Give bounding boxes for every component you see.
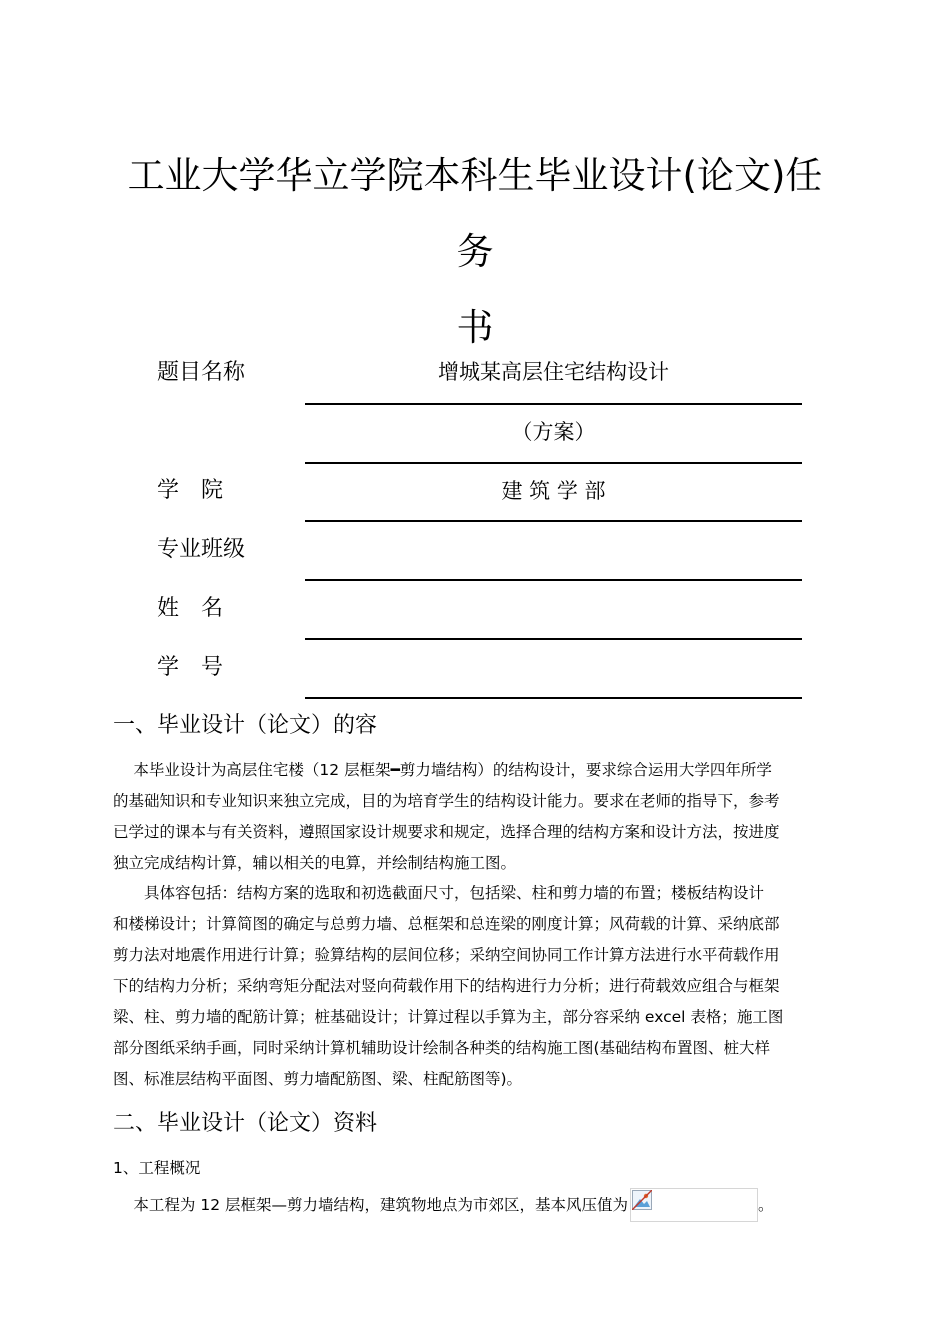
text-line: 的基础知识和专业知识来独立完成，目的为培育学生的结构设计能力。要求在老师的指导下，参考	[113, 792, 780, 810]
text-line: 部分图纸采纳手画，同时采纳计算机辅助设计绘制各种类的结构施工图(基础结构布置图、桩大样	[113, 1039, 771, 1057]
topic-sub-value: （方案）	[511, 420, 596, 444]
topic-underline	[305, 403, 802, 405]
student-id-label: 学 号	[157, 655, 224, 680]
section2-subheading: 1、工程概况	[113, 1159, 201, 1177]
text-line: 下的结构力分析；采纳弯矩分配法对竖向荷载作用下的结构进行力分析；进行荷载效应组合与框架	[113, 977, 780, 995]
college-value: 建 筑 学 部	[501, 479, 606, 503]
text-line: 独立完成结构计算，辅以相关的电算，并绘制结构施工图。	[113, 854, 517, 872]
student-id-underline	[305, 697, 802, 699]
title-line-2: 书	[456, 306, 494, 349]
section1-heading: 一、毕业设计（论文）的容	[113, 713, 378, 738]
name-underline	[305, 638, 802, 640]
topic-value: 增城某高层住宅结构设计	[438, 360, 669, 384]
title-line-1: 工业大学华立学院本科生毕业设计(论文)任务	[127, 154, 823, 273]
text-line: 具体容包括：结构方案的选取和初选截面尺寸，包括梁、柱和剪力墙的布置；楼板结构设计	[113, 884, 765, 902]
name-label: 姓 名	[157, 596, 224, 621]
text-line: 本毕业设计为高层住宅楼（12 层框架━剪力墙结构）的结构设计，要求综合运用大学四年所学	[113, 761, 772, 779]
text-line: 梁、柱、剪力墙的配筋计算；桩基础设计；计算过程以手算为主，部分容采纳 excel 表格；施工图	[113, 1008, 784, 1026]
topic-sub-underline	[305, 462, 802, 464]
broken-image-icon	[630, 1188, 758, 1222]
section2-heading: 二、毕业设计（论文）资料	[113, 1111, 378, 1136]
major-label: 专业班级	[157, 537, 246, 562]
paragraph-text: 本工程为 12 层框架—剪力墙结构，建筑物地点为市郊区，基本风压值为	[113, 1195, 629, 1214]
section1-paragraph-2	[113, 878, 838, 1095]
major-underline	[305, 579, 802, 581]
section1-paragraph-1	[113, 755, 838, 879]
college-label: 学 院	[157, 478, 224, 503]
college-underline	[305, 520, 802, 522]
text-line: 图、标准层结构平面图、剪力墙配筋图、梁、柱配筋图等)。	[113, 1070, 523, 1088]
text-line: 和楼梯设计；计算简图的确定与总剪力墙、总框架和总连梁的刚度计算；风荷载的计算、采纳底部	[113, 915, 780, 933]
document-title	[110, 138, 840, 366]
paragraph-suffix: 。	[758, 1195, 774, 1214]
section2-paragraph	[113, 1188, 774, 1222]
text-line: 已学过的课本与有关资料，遵照国家设计规要求和规定，选择合理的结构方案和设计方法，按进度	[113, 823, 780, 841]
text-line: 剪力法对地震作用进行计算；验算结构的层间位移；采纳空间协同工作计算方法进行水平荷载作用	[113, 946, 780, 964]
topic-label: 题目名称	[157, 360, 246, 385]
